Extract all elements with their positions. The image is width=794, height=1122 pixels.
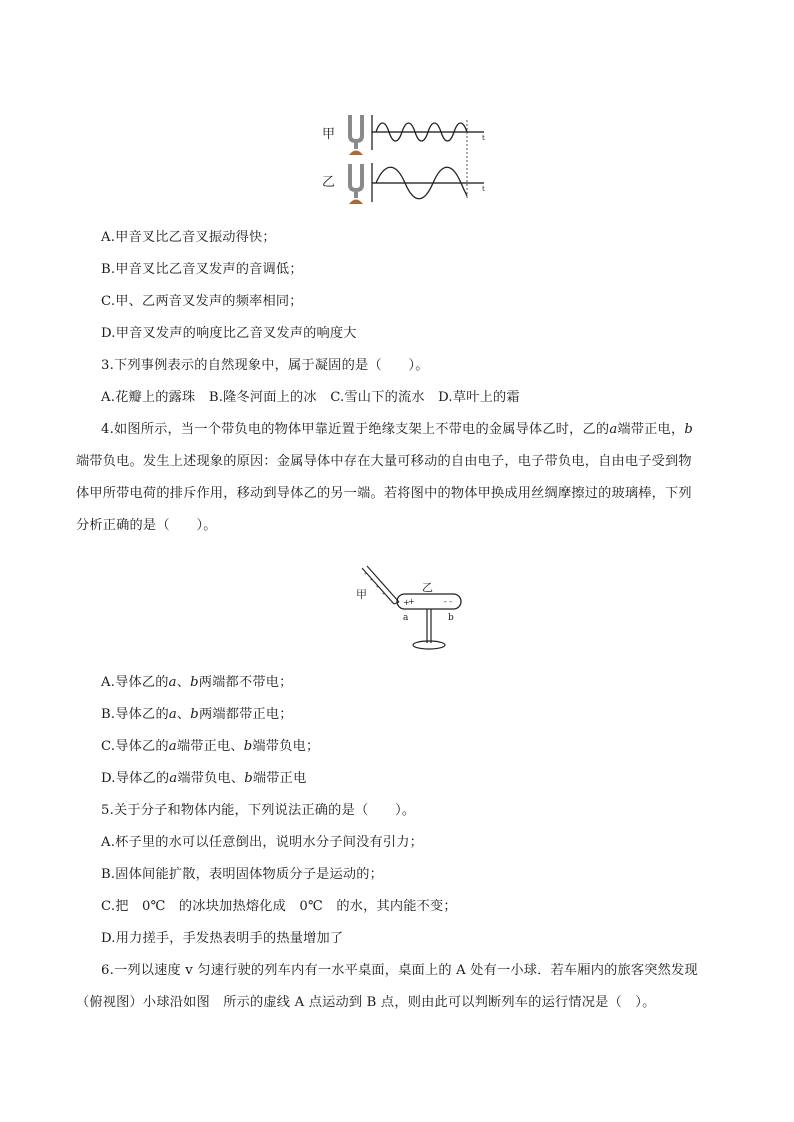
label-jia: 甲	[322, 127, 336, 142]
tuning-fork-waveform-figure	[318, 110, 492, 215]
tuning-fork-bottom-icon	[348, 164, 364, 204]
q2-option-c: C.甲、乙两音叉发声的频率相同；	[101, 294, 303, 309]
q3-options: A.花瓣上的露珠 B.隆冬河面上的冰 C.雪山下的流水 D.草叶上的霜	[101, 390, 520, 405]
charged-rod-icon	[362, 566, 399, 604]
tuning-fork-top-icon	[348, 115, 364, 155]
label-yi: 乙	[322, 175, 336, 190]
axis-t-bottom: t	[482, 185, 485, 193]
svg-text:-: -	[376, 582, 379, 591]
q3-stem: 3.下列事例表示的自然现象中，属于凝固的是（ ）。	[101, 358, 429, 373]
label-rod-jia: 甲	[356, 588, 367, 601]
svg-text:-: -	[364, 569, 367, 578]
svg-text:-: -	[382, 589, 385, 598]
q6-line-2: （俯视图）小球沿如图 所示的虚线 A 点运动到 B 点，则由此可以判断列车的运行情况是（ ）。	[76, 995, 656, 1010]
q4-line-3: 体甲所带电荷的排斥作用，移动到导体乙的另一端。若将图中的物体甲换成用丝绸摩擦过的玻璃棒，下列	[76, 486, 692, 501]
label-body-yi: 乙	[422, 581, 433, 594]
svg-text:+: +	[403, 598, 410, 607]
q4-option-b: B.导体乙的a、b两端都带正电；	[101, 707, 293, 722]
svg-text:+: +	[408, 597, 415, 606]
q5-option-d: D.用力搓手，手发热表明手的热量增加了	[101, 931, 344, 946]
q4-line-1: 4.如图所示，当一个带负电的物体甲靠近置于绝缘支架上不带电的金属导体乙时，乙的a端带正电，b	[101, 422, 693, 437]
q5-option-b: B.固体间能扩散，表明固体物质分子是运动的；	[101, 867, 384, 882]
q4-line-2: 端带负电。发生上述现象的原因：金属导体中存在大量可移动的自由电子，电子带负电，自由电子受到物	[76, 454, 692, 469]
q5-option-a: A.杯子里的水可以任意倒出，说明水分子间没有引力；	[101, 835, 424, 850]
q5-stem: 5.关于分子和物体内能，下列说法正确的是（ ）。	[101, 803, 416, 818]
charged-conductor-figure	[350, 560, 470, 655]
label-end-b: b	[448, 613, 454, 623]
q6-line-1: 6.一列以速度 v 匀速行驶的列车内有一水平桌面，桌面上的 A 处有一小球．若车厢内的旅客突然发现	[101, 963, 698, 978]
svg-text:-: -	[370, 575, 373, 584]
q4-option-c: C.导体乙的a端带正电、b端带负电；	[101, 739, 320, 754]
q5-option-c: C.把 0℃ 的冰块加热熔化成 0℃ 的水，其内能不变；	[101, 899, 457, 914]
q4-option-a: A.导体乙的a、b两端都不带电；	[101, 675, 293, 690]
q2-option-b: B.甲音叉比乙音叉发声的音调低；	[101, 262, 303, 277]
q4-line-4: 分析正确的是（ ）。	[76, 518, 217, 533]
label-end-a: a	[403, 613, 409, 623]
q2-option-a: A.甲音叉比乙音叉振动得快；	[101, 230, 276, 245]
axis-t-top: t	[482, 134, 485, 142]
q4-option-d: D.导体乙的a端带负电、b端带正电	[101, 771, 307, 786]
q2-option-d: D.甲音叉发声的响度比乙音叉发声的响度大	[101, 326, 357, 341]
svg-text:- -: - -	[444, 597, 452, 606]
